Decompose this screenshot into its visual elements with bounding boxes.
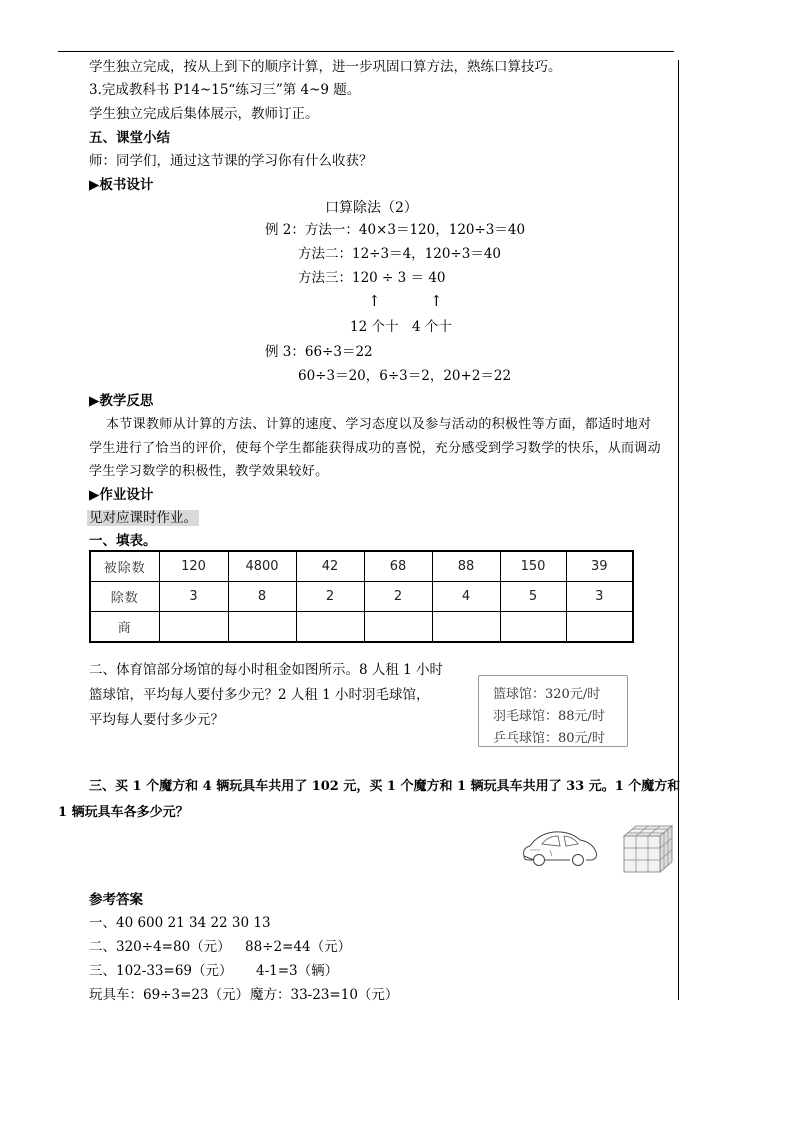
board-example3-line1: 例 3：66÷3＝22: [265, 344, 373, 360]
price-board: [478, 675, 628, 747]
row-label: 除数: [90, 582, 159, 612]
answer-cell[interactable]: [500, 612, 566, 643]
table-cell: 39: [566, 551, 633, 582]
table-cell: 3: [566, 582, 633, 612]
answer-cell[interactable]: [432, 612, 500, 643]
section-heading-board: ▶板书设计: [89, 177, 154, 193]
arrow-up-icon: ↑: [430, 292, 443, 310]
answer-line: 玩具车：69÷3=23（元）: [89, 987, 250, 1003]
answer-cell[interactable]: [566, 612, 633, 643]
summary-text: 师：同学们，通过这节课的学习你有什么收获？: [89, 153, 373, 169]
table-cell: 68: [364, 551, 432, 582]
text-line: 3.完成教科书 P14~15“练习三”第 4~9 题。: [89, 82, 361, 98]
section-heading-reflection: ▶教学反思: [89, 393, 154, 409]
row-label: 商: [90, 612, 159, 643]
answer-cell[interactable]: [159, 612, 228, 643]
board-title: 口算除法（2）: [325, 200, 418, 216]
question3-text: 三、买 1 个魔方和 4 辆玩具车共用了 102 元，买 1 个魔方和 1 辆玩具车共用了 33 元。1 个魔方和: [89, 779, 681, 794]
table-cell: 4800: [228, 551, 296, 582]
table-cell: 5: [500, 582, 566, 612]
table-cell: 2: [296, 582, 364, 612]
division-table: [89, 550, 634, 643]
answer-line: 三、102-33=69（元）: [89, 963, 233, 979]
table-row-dividend: [90, 551, 633, 582]
reflection-text: 学生进行了恰当的评价，使每个学生都能获得成功的喜悦，充分感受到学习数学的快乐，从而调动: [89, 441, 661, 456]
homework-note: 见对应课时作业。: [89, 510, 197, 526]
question3-text: 1 辆玩具车各多少元？: [58, 805, 189, 820]
reflection-text: 本节课教师从计算的方法、计算的速度、学习态度以及参与活动的积极性等方面，都适时地对: [106, 417, 652, 432]
table-row-quotient: [90, 612, 633, 643]
question1-heading: 一、填表。: [89, 533, 157, 549]
question2-text: 篮球馆，平均每人要付多少元？2 人租 1 小时羽毛球馆，: [89, 687, 430, 703]
board-example2-method2: 方法二：12÷3＝4，120÷3＝40: [298, 246, 502, 262]
board-tens-label: 12 个十: [350, 319, 399, 335]
table-cell: 150: [500, 551, 566, 582]
reflection-text: 学生学习数学的积极性，教学效果较好。: [89, 464, 329, 479]
board-example2-method3: 方法三：120 ÷ 3 ＝ 40: [298, 270, 446, 286]
board-tens-label: 4 个十: [412, 319, 452, 335]
toy-car-icon: [520, 826, 600, 870]
table-cell: 42: [296, 551, 364, 582]
table-cell: 8: [228, 582, 296, 612]
board-example3-line2: 60÷3＝20，6÷3＝2，20+2＝22: [298, 368, 512, 384]
answer-line: 一、40 600 21 34 22 30 13: [89, 915, 271, 931]
top-rule: [58, 51, 674, 52]
answer-line: 魔方：33-23=10（元）: [250, 987, 399, 1003]
price-table-tennis: 乒乓球馆：80元/时: [493, 731, 605, 746]
answer-line: 二、320÷4=80（元）: [89, 939, 231, 955]
question2-text: 二、体育馆部分场馆的每小时租金如图所示。8 人租 1 小时: [89, 662, 444, 678]
price-badminton: 羽毛球馆：88元/时: [493, 709, 605, 724]
answer-line: 88÷2=44（元）: [245, 939, 352, 955]
table-cell: 120: [159, 551, 228, 582]
answer-cell[interactable]: [296, 612, 364, 643]
right-margin-rule: [678, 60, 679, 1000]
answers-heading: 参考答案: [89, 892, 143, 908]
section-heading-summary: 五、课堂小结: [89, 130, 170, 146]
answer-cell[interactable]: [228, 612, 296, 643]
answer-cell[interactable]: [364, 612, 432, 643]
rubiks-cube-icon: [620, 822, 676, 874]
table-cell: 3: [159, 582, 228, 612]
row-label: 被除数: [90, 551, 159, 582]
answer-line: 4-1=3（辆）: [256, 963, 339, 979]
section-heading-homework: ▶作业设计: [89, 487, 154, 503]
table-cell: 2: [364, 582, 432, 612]
table-row-divisor: [90, 582, 633, 612]
board-example2-method1: 例 2：方法一：40×3＝120，120÷3＝40: [265, 222, 526, 238]
text-line: 学生独立完成后集体展示，教师订正。: [89, 106, 319, 122]
price-basketball: 篮球馆：320元/时: [493, 687, 601, 702]
arrow-up-icon: ↑: [368, 292, 381, 310]
table-cell: 4: [432, 582, 500, 612]
table-cell: 88: [432, 551, 500, 582]
question2-text: 平均每人要付多少元？: [89, 712, 224, 728]
text-line: 学生独立完成，按从上到下的顺序计算，进一步巩固口算方法，熟练口算技巧。: [89, 59, 562, 75]
